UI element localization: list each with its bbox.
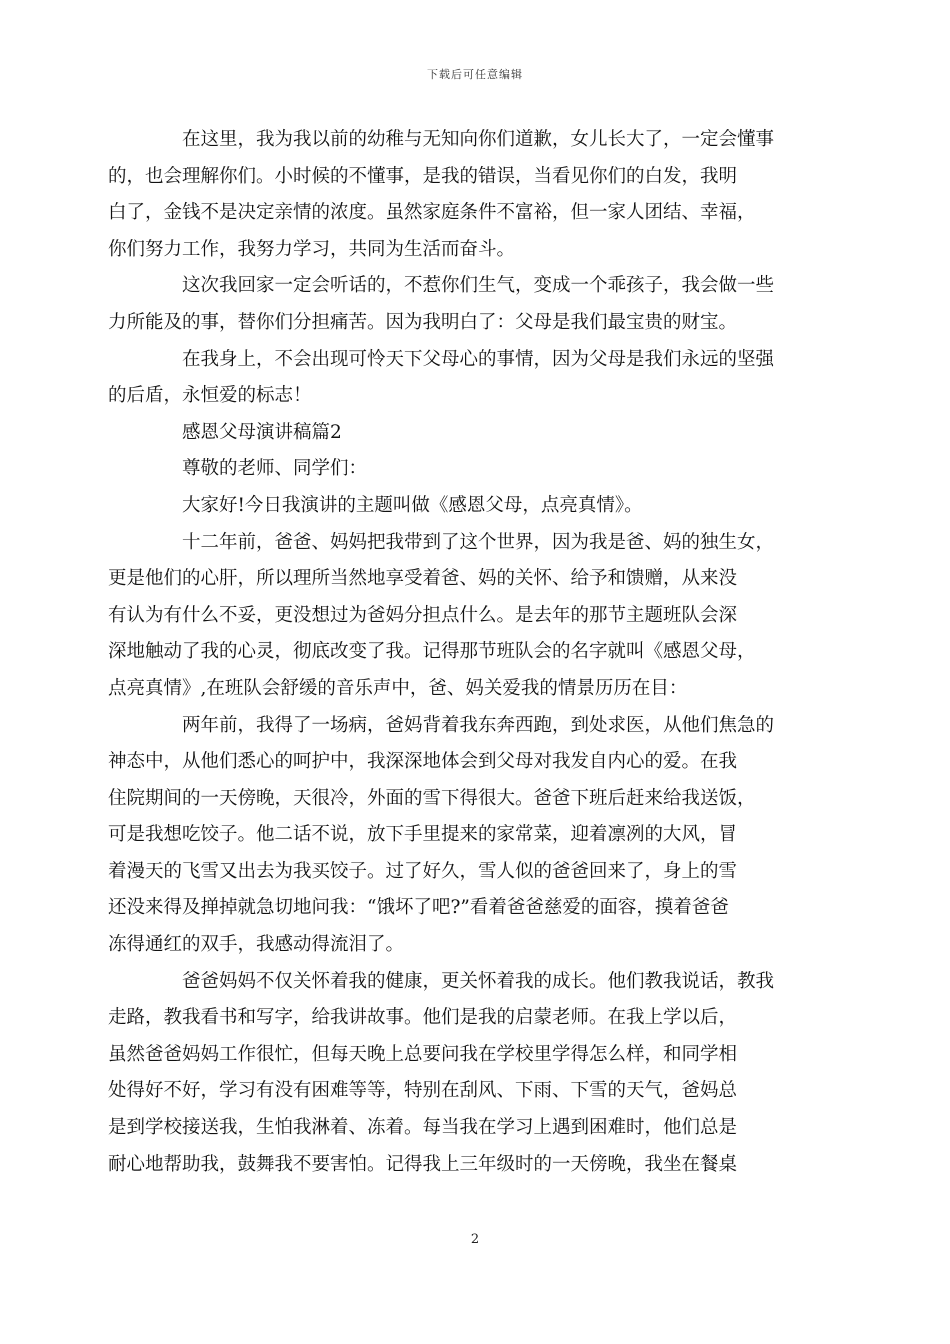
page-header: 下载后可任意编辑 (427, 68, 523, 81)
paragraph (108, 268, 807, 341)
paragraph-line: 你们努力工作，我努力学习，共同为生活而奋斗。 (108, 238, 516, 260)
paragraph-line: 爸爸妈妈不仅关怀着我的健康，更关怀着我的成长。他们教我说话，教我 (182, 970, 775, 992)
paragraph-line: 白了，金钱不是决定亲情的浓度。虽然家庭条件不富裕，但一家人团结、幸福， (108, 202, 756, 224)
paragraph-line: 虽然爸爸妈妈工作很忙，但每天晚上总要问我在学校里学得怎么样，和同学相 (108, 1043, 738, 1065)
paragraph-line: 这次我回家一定会听话的，不惹你们生气，变成一个乖孩子，我会做一些 (182, 275, 775, 297)
paragraph (108, 708, 807, 964)
paragraph-line: 着漫天的飞雪又出去为我买饺子。过了好久，雪人似的爸爸回来了，身上的雪 (108, 860, 738, 882)
paragraph-line: 冻得通红的双手，我感动得流泪了。 (108, 934, 405, 956)
paragraph-line: 力所能及的事，替你们分担痛苦。因为我明白了：父母是我们最宝贵的财宝。 (108, 311, 738, 333)
paragraph-line: 还没来得及掸掉就急切地问我：“饿坏了吧?”看着爸爸慈爱的面容，摸着爸爸 (108, 897, 729, 919)
paragraph (108, 342, 807, 415)
paragraph-line: 更是他们的心肝，所以理所当然地享受着爸、妈的关怀、给予和馈赠，从来没 (108, 568, 738, 590)
paragraph-line: 在我身上，不会出现可怜天下父母心的事情，因为父母是我们永远的坚强 (182, 348, 775, 370)
paragraph-line: 大家好!今日我演讲的主题叫做《感恩父母，点亮真情》。 (182, 494, 643, 516)
paragraph-line: 尊敬的老师、同学们： (182, 458, 368, 480)
paragraph-line: 处得好不好，学习有没有困难等等，特别在刮风、下雨、下雪的天气，爸妈总 (108, 1080, 738, 1102)
paragraph-line: 十二年前，爸爸、妈妈把我带到了这个世界，因为我是爸、妈的独生女， (182, 531, 775, 553)
paragraph-line: 的，也会理解你们。小时候的不懂事，是我的错误，当看见你们的白发，我明 (108, 165, 738, 187)
paragraph-line: 神态中，从他们悉心的呵护中，我深深地体会到父母对我发自内心的爱。在我 (108, 751, 738, 773)
paragraph-line: 感恩父母演讲稿篇2 (182, 421, 342, 443)
page-number: 2 (470, 1232, 480, 1247)
paragraph (145, 415, 807, 452)
paragraph (108, 525, 807, 708)
paragraph-line: 住院期间的一天傍晚，天很冷，外面的雪下得很大。爸爸下班后赶来给我送饭， (108, 787, 756, 809)
paragraph-line: 耐心地帮助我，鼓舞我不要害怕。记得我上三年级时的一天傍晚，我坐在餐桌 (108, 1153, 738, 1175)
paragraph (145, 451, 807, 488)
document-body (108, 122, 807, 1183)
paragraph-line: 在这里，我为我以前的幼稚与无知向你们道歉，女儿长大了，一定会懂事 (182, 129, 775, 150)
paragraph (108, 964, 807, 1184)
paragraph-line: 的后盾，永恒爱的标志！ (108, 385, 312, 407)
paragraph-line: 可是我想吃饺子。他二话不说，放下手里提来的家常菜，迎着凛冽的大风，冒 (108, 824, 738, 846)
paragraph-line: 是到学校接送我，生怕我淋着、冻着。每当我在学习上遇到困难时，他们总是 (108, 1117, 738, 1139)
paragraph-line: 深地触动了我的心灵，彻底改变了我。记得那节班队会的名字就叫《感恩父母， (108, 641, 756, 663)
paragraph-line: 走路，教我看书和写字，给我讲故事。他们是我的启蒙老师。在我上学以后， (108, 1007, 738, 1029)
paragraph (108, 122, 807, 268)
paragraph-line: 有认为有什么不妥，更没想过为爸妈分担点什么。是去年的那节主题班队会深 (108, 604, 738, 626)
paragraph-line: 点亮真情》,在班队会舒缓的音乐声中，爸、妈关爱我的情景历历在目： (108, 677, 688, 699)
paragraph-line: 两年前，我得了一场病，爸妈背着我东奔西跑，到处求医，从他们焦急的 (182, 714, 775, 736)
paragraph (145, 488, 807, 525)
